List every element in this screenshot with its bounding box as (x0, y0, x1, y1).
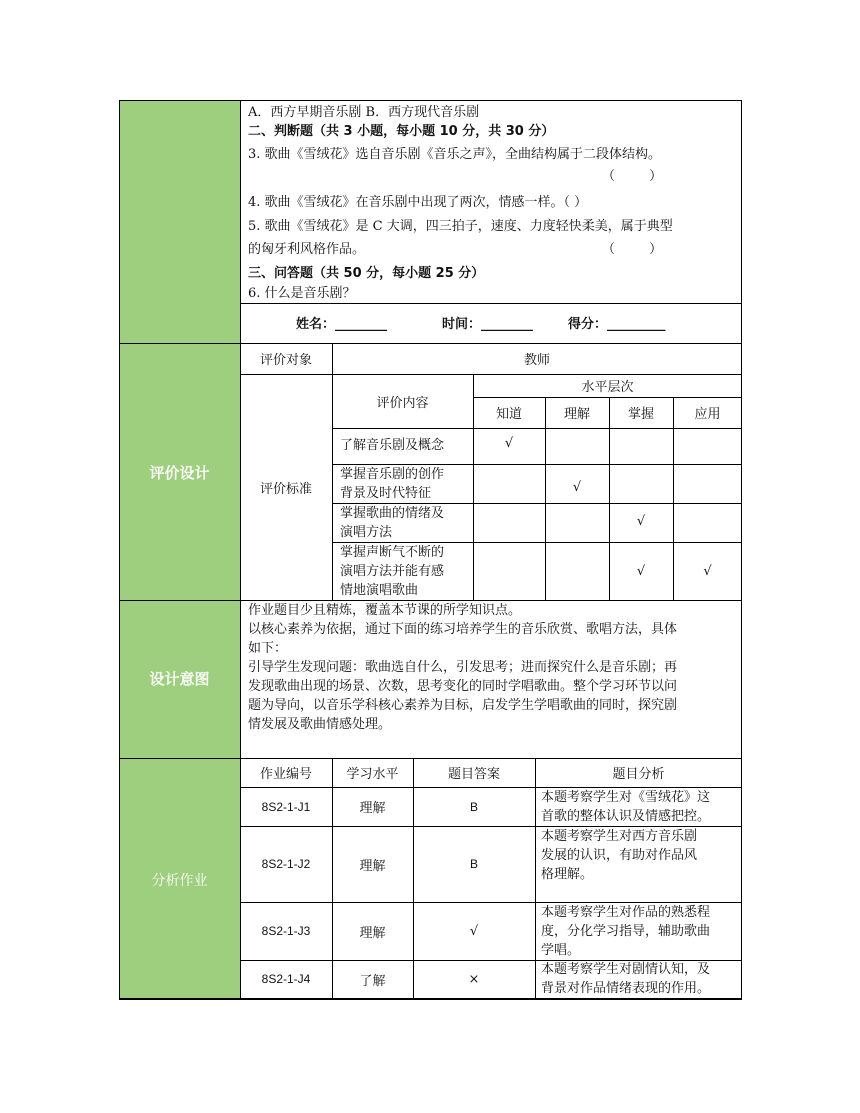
eval-content-header: 评价内容 (376, 395, 429, 411)
ana-row4-id: 8S2-1-J4 (261, 972, 311, 986)
ana-row4-analysis-l1: 本题考察学生对剧情认知，及 (541, 962, 711, 977)
table-right-border (741, 100, 742, 1000)
question-3: 3. 歌曲《雪绒花》选自音乐剧《音乐之声》，全曲结构属于二段体结构。 (248, 147, 662, 162)
ana-header-answer: 题目答案 (447, 767, 500, 782)
question-5-line1: 5. 歌曲《雪绒花》是 C 大调，四三拍子，速度、力度轻快柔美，属于典型 (248, 219, 673, 234)
intent-line: 情发展及歌曲情感处理。 (248, 717, 392, 732)
sep-name-row (240, 303, 742, 304)
intent-paragraph (248, 601, 738, 734)
ana-row1-analysis-l1: 本题考察学生对《雪绒花》这 (541, 790, 711, 805)
ana-row3-analysis-l3: 学唱。 (541, 943, 581, 958)
ana-row4-answer: × (468, 971, 480, 987)
intent-line: 以核心素养为依据，通过下面的练习培养学生的音乐欣赏、歌唱方法，具体 (248, 622, 678, 637)
eval-level-apply: 应用 (694, 407, 721, 422)
section2-title: 二、判断题（共 3 小题，每小题 10 分，共 30 分） (248, 124, 555, 139)
eval-row4-content-l2: 演唱方法并能有感 (340, 564, 445, 579)
eval-level-know: 知道 (495, 407, 522, 422)
eval-row-content (340, 465, 470, 503)
side-column-bg (119, 101, 240, 999)
ana-row2-level: 理解 (359, 858, 386, 874)
intent-line: 作业题目少且精炼，覆盖本节课的所学知识点。 (248, 603, 522, 618)
ana-header-analysis: 题目分析 (612, 767, 665, 782)
intent-line: 如下： (248, 641, 288, 656)
table-top-border (119, 100, 742, 101)
ana-row1-analysis (541, 788, 741, 826)
ana-row3-level: 理解 (359, 925, 386, 941)
eval-row3-content-l2: 演唱方法 (340, 525, 393, 540)
eval-row4-content-l1: 掌握声断气不断的 (340, 545, 445, 560)
eval-criteria-label: 评价标准 (259, 481, 312, 497)
ana-row3-analysis-l1: 本题考察学生对作品的熟悉程 (541, 905, 711, 920)
ana-row4-level: 了解 (359, 973, 386, 989)
eval-row4-mark-apply: √ (703, 563, 712, 579)
ana-header-id: 作业编号 (259, 767, 312, 782)
ana-row1-analysis-l2: 首歌的整体认识及情感把控。 (541, 809, 711, 824)
eval-row-content (340, 504, 470, 542)
eval-level-header: 水平层次 (581, 380, 634, 395)
ana-row3-answer: √ (469, 923, 479, 939)
name-field: 姓名：________ (296, 317, 388, 332)
intent-line: 引导学生发现问题：歌曲选自什么，引发思考；进而探究什么是音乐剧；再 (248, 660, 678, 675)
ana-col-divider-3 (535, 758, 536, 998)
eval-row2-content-l1: 掌握音乐剧的创作 (340, 467, 445, 482)
ana-row1-id: 8S2-1-J1 (261, 799, 311, 814)
ana-row2-analysis (541, 827, 741, 884)
score-field: 得分：_________ (568, 317, 666, 332)
eval-row2-mark-understand: √ (572, 479, 582, 495)
ana-row2-analysis-l3: 格理解。 (541, 867, 594, 882)
time-field: 时间：________ (442, 317, 534, 332)
question-5-paren: （ ） (602, 242, 663, 257)
option-line: A．西方早期音乐剧 B．西方现代音乐剧 (248, 105, 480, 120)
ana-row4-analysis (541, 960, 741, 998)
eval-object-value: 教师 (523, 353, 550, 368)
eval-row3-mark-master: √ (636, 513, 646, 529)
eval-row-content (340, 436, 470, 455)
question-5-line2: 的匈牙利风格作品。 (248, 242, 366, 257)
intent-side-label: 设计意图 (149, 670, 210, 688)
eval-row1-mark-know: √ (504, 435, 514, 451)
eval-object-label: 评价对象 (259, 353, 312, 368)
eval-row4-content-l3: 情地演唱歌曲 (340, 583, 419, 598)
question-4: 4. 歌曲《雪绒花》在音乐剧中出现了两次，情感一样。（ ） (248, 195, 588, 210)
ana-row3-analysis (541, 903, 741, 960)
ana-row2-id: 8S2-1-J2 (261, 857, 311, 871)
eval-row4-mark-master: √ (636, 563, 646, 579)
ana-row4-analysis-l2: 背景对作品情绪表现的作用。 (541, 981, 711, 996)
eval-row1-content-l1: 了解音乐剧及概念 (340, 438, 445, 453)
ana-row3-id: 8S2-1-J3 (261, 924, 311, 938)
ana-row1-level: 理解 (359, 801, 386, 816)
table-left-border (119, 100, 120, 1000)
ana-row1-answer: B (469, 799, 478, 814)
question-6: 6. 什么是音乐剧？ (248, 286, 356, 301)
intent-line: 题为导向，以音乐学科核心素养为目标，启发学生学唱歌曲的同时，探究剧 (248, 698, 678, 713)
eval-row-content (340, 543, 470, 600)
table-bottom-border (119, 998, 742, 1000)
question-3-paren: （ ） (602, 169, 663, 184)
section3-title: 三、问答题（共 50 分，每小题 25 分） (248, 266, 485, 281)
intent-line: 发现歌曲出现的场景、次数，思考变化的同时学唱歌曲。整个学习环节以问 (248, 679, 678, 694)
eval-level-understand: 理解 (563, 407, 590, 422)
ana-row2-analysis-l2: 发展的认识，有助对作品风 (541, 848, 698, 863)
ana-row3-analysis-l2: 度，分化学习指导，辅助歌曲 (541, 924, 711, 939)
ana-header-level: 学习水平 (346, 767, 399, 782)
ana-row2-answer: B (469, 857, 478, 871)
analysis-side-label: 分析作业 (151, 873, 208, 889)
eval-level-master: 掌握 (627, 407, 654, 422)
ana-row2-analysis-l1: 本题考察学生对西方音乐剧 (541, 829, 698, 844)
eval-row2-content-l2: 背景及时代特征 (340, 486, 432, 501)
eval-row3-content-l1: 掌握歌曲的情绪及 (340, 506, 445, 521)
eval-side-label: 评价设计 (149, 464, 210, 482)
